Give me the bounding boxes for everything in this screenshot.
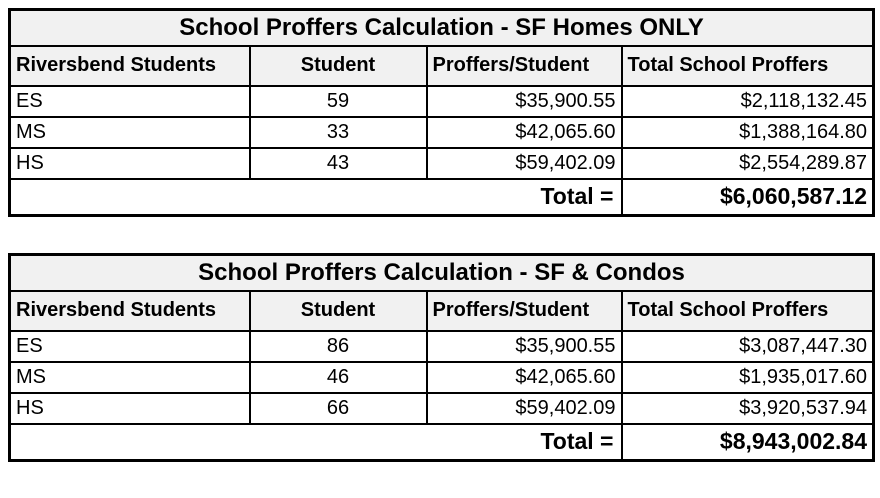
column-header-total-school-proffers: Total School Proffers — [622, 291, 874, 331]
column-header-proffers-per-student: Proffers/Student — [427, 46, 622, 86]
student-count-cell: 59 — [250, 86, 427, 117]
student-count-cell: 46 — [250, 362, 427, 393]
total-school-proffers-cell: $1,935,017.60 — [622, 362, 874, 393]
student-count-cell: 43 — [250, 148, 427, 179]
total-label-cell: Total = — [10, 424, 622, 461]
column-header-riversbend-students: Riversbend Students — [10, 46, 250, 86]
table-title: School Proffers Calculation - SF & Condos — [10, 255, 874, 291]
table-row-es — [10, 86, 874, 117]
student-count-cell: 33 — [250, 117, 427, 148]
column-header-row — [10, 46, 874, 86]
table-row-hs — [10, 393, 874, 424]
total-school-proffers-cell: $2,118,132.45 — [622, 86, 874, 117]
total-label-cell: Total = — [10, 179, 622, 216]
student-count-cell: 86 — [250, 331, 427, 362]
school-level-cell: HS — [10, 393, 250, 424]
column-header-student: Student — [250, 46, 427, 86]
total-value-cell: $6,060,587.12 — [622, 179, 874, 216]
total-school-proffers-cell: $3,920,537.94 — [622, 393, 874, 424]
column-header-row — [10, 291, 874, 331]
school-level-cell: MS — [10, 117, 250, 148]
table-row-ms — [10, 362, 874, 393]
column-header-student: Student — [250, 291, 427, 331]
table-spacer — [8, 217, 872, 253]
total-school-proffers-cell: $2,554,289.87 — [622, 148, 874, 179]
proffers-per-student-cell: $42,065.60 — [427, 362, 622, 393]
table-row-es — [10, 331, 874, 362]
column-header-proffers-per-student: Proffers/Student — [427, 291, 622, 331]
total-row — [10, 179, 874, 216]
total-school-proffers-cell: $3,087,447.30 — [622, 331, 874, 362]
student-count-cell: 66 — [250, 393, 427, 424]
school-level-cell: ES — [10, 86, 250, 117]
column-header-total-school-proffers: Total School Proffers — [622, 46, 874, 86]
proffers-per-student-cell: $59,402.09 — [427, 393, 622, 424]
table-title-row — [10, 255, 874, 291]
total-value-cell: $8,943,002.84 — [622, 424, 874, 461]
proffers-per-student-cell: $35,900.55 — [427, 86, 622, 117]
column-header-riversbend-students: Riversbend Students — [10, 291, 250, 331]
table-title-row — [10, 10, 874, 46]
school-level-cell: ES — [10, 331, 250, 362]
table-row-hs — [10, 148, 874, 179]
school-level-cell: HS — [10, 148, 250, 179]
proffers-table-sf-homes-only — [8, 8, 875, 217]
proffers-per-student-cell: $35,900.55 — [427, 331, 622, 362]
total-school-proffers-cell: $1,388,164.80 — [622, 117, 874, 148]
proffers-table-sf-and-condos — [8, 253, 875, 462]
table-title: School Proffers Calculation - SF Homes ONLY — [10, 10, 874, 46]
proffers-per-student-cell: $42,065.60 — [427, 117, 622, 148]
school-level-cell: MS — [10, 362, 250, 393]
proffers-per-student-cell: $59,402.09 — [427, 148, 622, 179]
table-row-ms — [10, 117, 874, 148]
total-row — [10, 424, 874, 461]
